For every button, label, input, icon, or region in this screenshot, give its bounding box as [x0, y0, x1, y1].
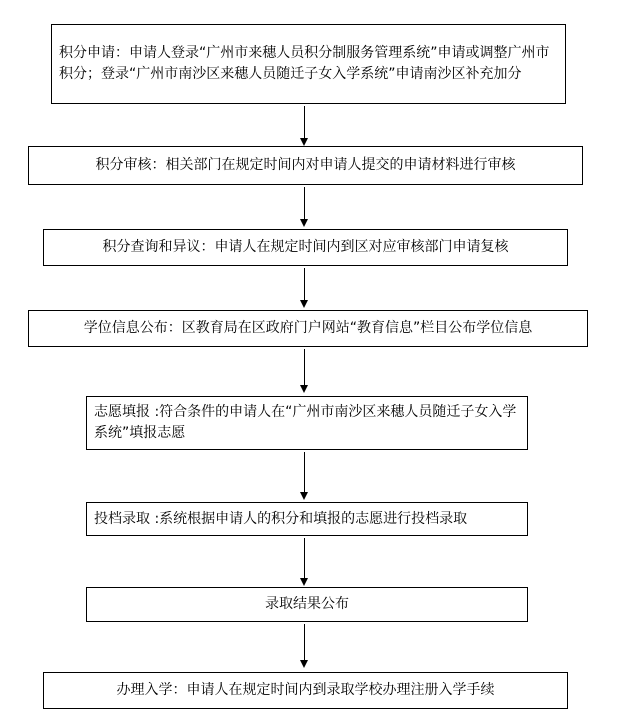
step-points-application	[51, 24, 566, 104]
step-text: 录取结果公布	[265, 596, 349, 612]
step-text: 投档录取 :系统根据申请人的积分和填报的志愿进行投档录取	[94, 510, 468, 527]
step-enrollment	[43, 672, 568, 709]
step-admission-filing	[86, 502, 528, 536]
step-text: 积分申请：申请人登录“广州市来穗人员积分制服务管理系统”申请或调整广州市积分；登录“广州市南沙区来穗人员随迁子女入学系统”申请南沙区补充加分	[59, 45, 550, 82]
step-text: 积分审核：相关部门在规定时间内对申请人提交的申请材料进行审核	[95, 157, 516, 173]
step-text: 志愿填报 :符合条件的申请人在“广州市南沙区来穗人员随迁子女入学系统”填报志愿	[94, 404, 517, 441]
step-seat-info-publication	[28, 310, 588, 347]
step-points-review	[28, 146, 583, 185]
step-preference-filling	[86, 396, 528, 450]
step-result-publication	[86, 587, 528, 622]
step-points-query-objection	[43, 229, 568, 266]
step-text: 办理入学：申请人在规定时间内到录取学校办理注册入学手续	[116, 682, 495, 698]
step-text: 学位信息公布：区教育局在区政府门户网站“教育信息”栏目公布学位信息	[83, 320, 533, 336]
step-text: 积分查询和异议：申请人在规定时间内到区对应审核部门申请复核	[102, 239, 509, 255]
